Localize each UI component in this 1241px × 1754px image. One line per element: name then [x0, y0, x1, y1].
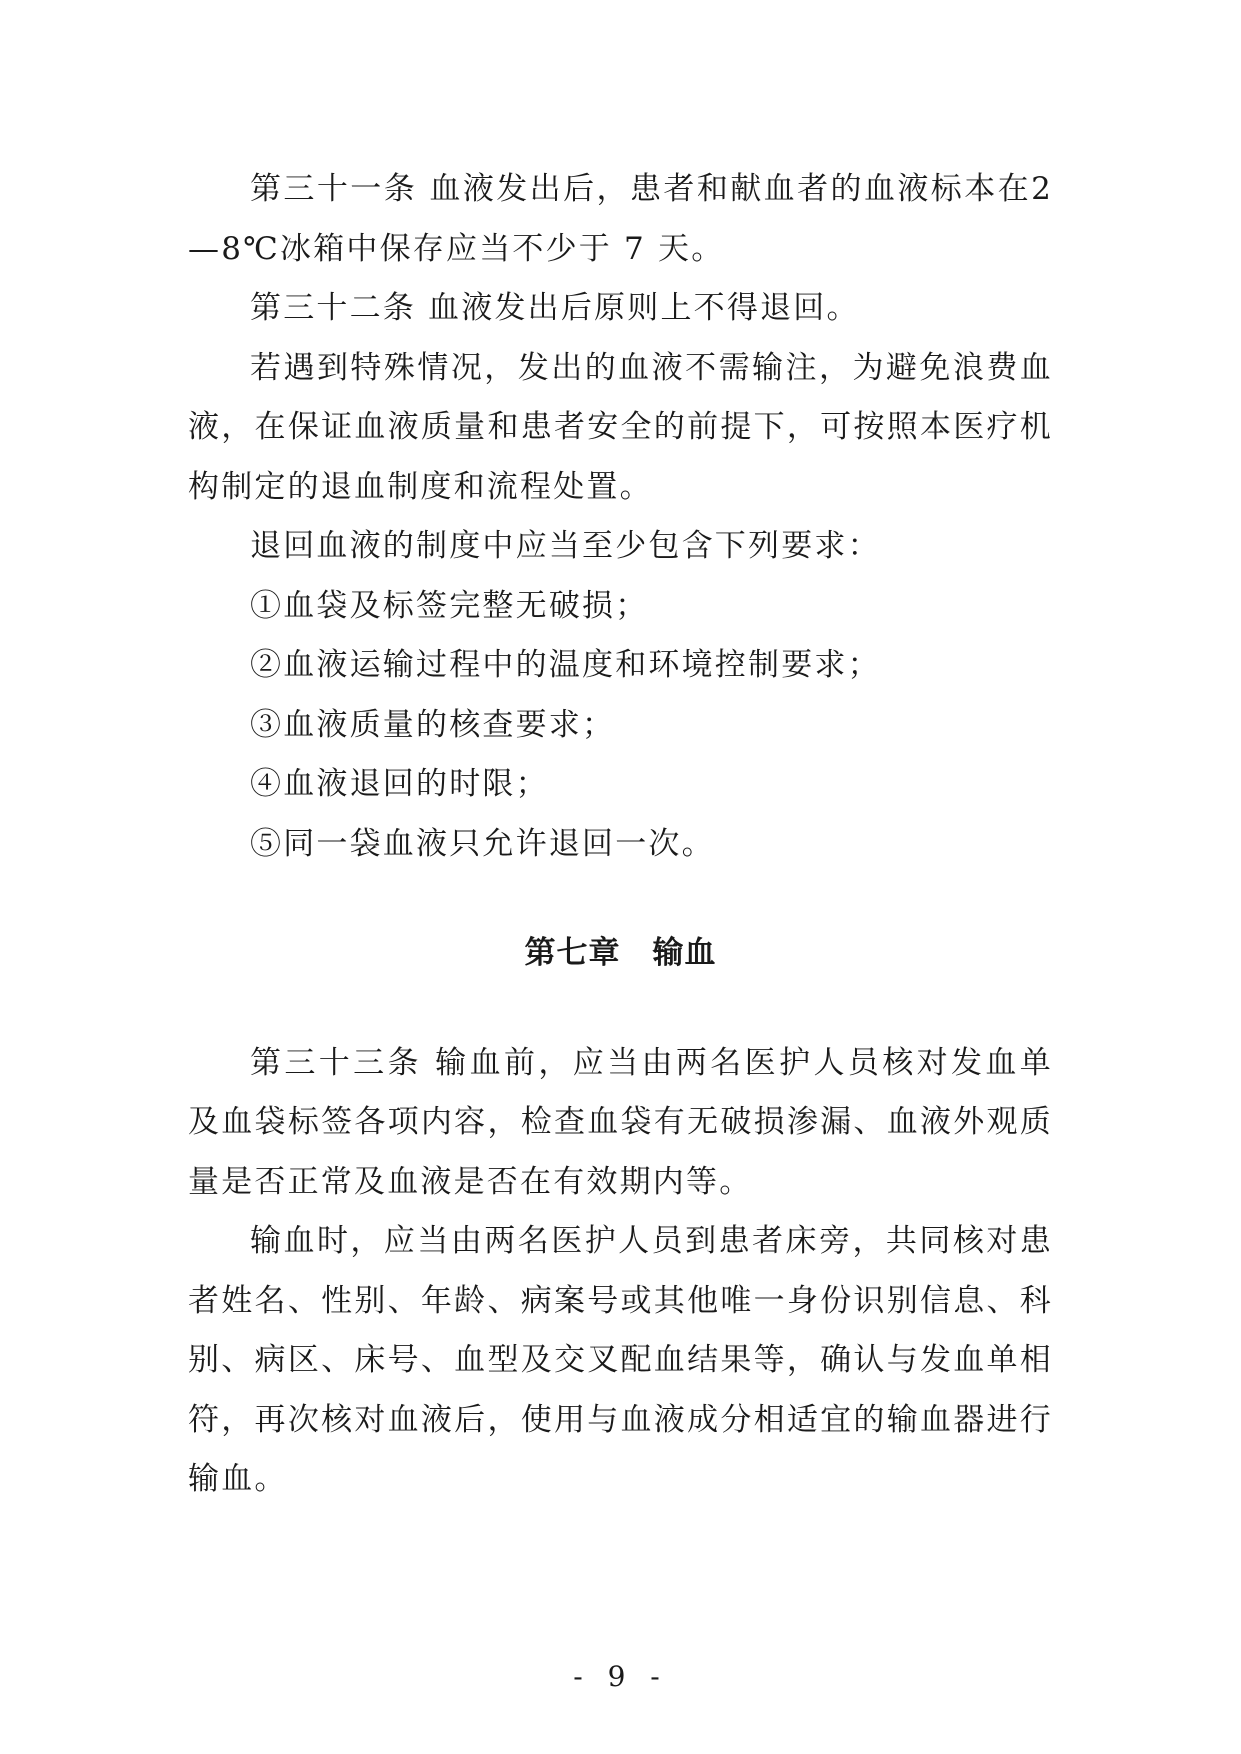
- special-case-paragraph: 若遇到特殊情况，发出的血液不需输注，为避免浪费血液，在保证血液质量和患者安全的前提下，可按照本医疗机构制定的退血制度和流程处置。: [188, 349, 1053, 505]
- requirement-item-4: ④血液退回的时限；: [250, 766, 549, 802]
- requirement-item-1: ①血袋及标签完整无破损；: [250, 587, 649, 624]
- article-33: 第三十三条 输血前，应当由两名医护人员核对发血单及血袋标签各项内容，检查血袋有无破损渗漏、血液外观质量是否正常及血液是否在有效期内等。: [188, 1044, 1053, 1200]
- requirement-item-3: ③血液质量的核查要求；: [250, 706, 616, 743]
- page-body: [188, 160, 1053, 1510]
- page-number: - 9 -: [573, 1660, 668, 1693]
- return-requirements-intro: 退回血液的制度中应当至少包含下列要求：: [250, 528, 881, 564]
- transfusion-check-paragraph: 输血时，应当由两名医护人员到患者床旁，共同核对患者姓名、性别、年龄、病案号或其他唯一身份识别信息、科别、病区、床号、血型及交叉配血结果等，确认与发血单相符，再次核对血液后，使用与血液成分相适宜的输血器进行输血。: [188, 1223, 1053, 1497]
- article-32: 第三十二条 血液发出后原则上不得退回。: [250, 290, 860, 326]
- requirement-item-2: ②血液运输过程中的温度和环境控制要求；: [250, 647, 881, 683]
- article-31: 第三十一条 血液发出后，患者和献血者的血液标本在2—8℃冰箱中保存应当不少于 7 天。: [188, 171, 1053, 267]
- chapter-title: 第七章 输血: [524, 935, 717, 971]
- requirement-item-5: ⑤同一袋血液只允许退回一次。: [250, 825, 715, 862]
